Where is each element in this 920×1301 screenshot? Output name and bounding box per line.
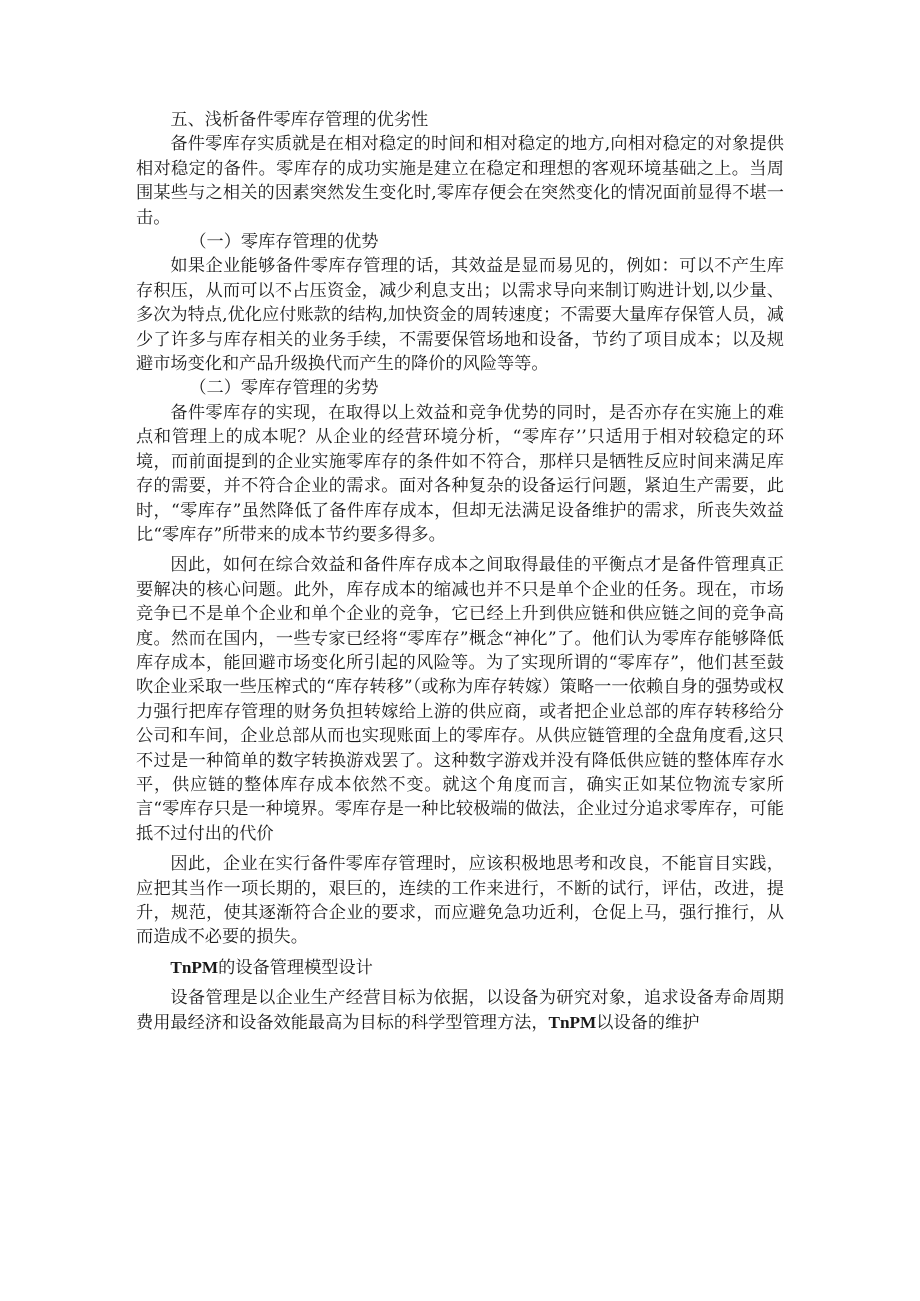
tnpm-paragraph-acronym: TnPM (548, 1012, 597, 1032)
intro-paragraph: 备件零库存实质就是在相对稳定的时间和相对稳定的地方,向相对稳定的对象提供相对稳定的备件。零库存的成功实施是建立在稳定和理想的客观环境基础之上。当周围某些与之相关的因素突然发生变化时,零库存便会在突然变化的情况面前显得不堪一击。 (136, 134, 784, 228)
tnpm-paragraph (136, 986, 784, 1035)
tnpm-heading-acronym: TnPM (170, 957, 219, 977)
section-title: 五、浅析备件零库存管理的优劣性 (170, 110, 429, 130)
tnpm-paragraph-end: 以设备的维护 (596, 1012, 700, 1033)
tnpm-paragraph-start: 设备管理是以企业生产经营目标为依据，以设备为研究对象，追求设备寿命周期费用最经济和设备效能最高为目标的科学型管理方法， (136, 988, 784, 1033)
tnpm-heading-text: 的设备管理模型设计 (218, 957, 373, 978)
balance-paragraph: 因此，如何在综合效益和备件库存成本之间取得最佳的平衡点才是备件管理真正要解决的核心问题。此外，库存成本的缩减也并不只是单个企业的任务。现在，市场竞争已不是单个企业和单个企业的竞争，它已经上升到供应链和供应链之间的竞争高度。然而在国内，一些专家已经将“零库存”概念“神化”了。他们认为零库存能够降低库存成本，能回避市场变化所引起的风险等。为了实现所谓的“零库存”，他们甚至鼓吹企业采取一些压榨式的“库存转移”（或称为库存转嫁）策略一一依赖自身的强势或权力强行把库存管理的财务负担转嫁给上游的供应商，或者把企业总部的库存转移给分公司和车间，企业总部从而也实现账面上的零库存。从供应链管理的全盘角度看,这只不过是一种简单的数字转换游戏罢了。这种数字游戏并没有降低供应链的整体库存水平，供应链的整体库存成本依然不变。就这个角度而言，确实正如某位物流专家所言“零库存只是一种境界。零库存是一种比较极端的做法，企业过分追求零库存，可能抵不过付出的代价 (136, 555, 784, 844)
disadvantages-heading: （二）零库存管理的劣势 (189, 378, 379, 399)
document-page (136, 108, 784, 1035)
advantages-paragraph: 如果企业能够备件零库存管理的话，其效益是显而易见的，例如：可以不产生库存积压，从而可以不占压资金，减少利息支出；以需求导向来制订购进计划,以少量、多次为特点,优化应付账款的结构,加快资金的周转速度；不需要大量库存保管人员，减少了许多与库存相关的业务手续，不需要保管场地和设备，节约了项目成本；以及规避市场变化和产品升级换代而产生的降价的风险等等。 (136, 256, 784, 375)
conclusion-paragraph: 因此，企业在实行备件零库存管理时，应该积极地思考和改良，不能盲目实践，应把其当作一项长期的，艰巨的，连续的工作来进行，不断的试行，评估，改进，提升，规范，使其逐渐符合企业的要求，而应避免急功近利，仓促上马，强行推行，从而造成不必要的损失。 (136, 854, 784, 948)
tnpm-heading (136, 956, 784, 980)
advantages-heading: （一）零库存管理的优势 (189, 232, 379, 253)
disadvantages-paragraph: 备件零库存的实现，在取得以上效益和竞争优势的同时，是否亦存在实施上的难点和管理上的成本呢？从企业的经营环境分析，“零库存’’只适用于相对较稳定的环境，而前面提到的企业实施零库存的条件如不符合，那样只是牺牲反应时间来满足库存的需要，并不符合企业的需求。面对各种复杂的设备运行问题，紧迫生产需要，此时，“零库存”虽然降低了备件库存成本，但却无法满足设备维护的需求，所丧失效益比“零库存”所带来的成本节约要多得多。 (136, 402, 784, 545)
